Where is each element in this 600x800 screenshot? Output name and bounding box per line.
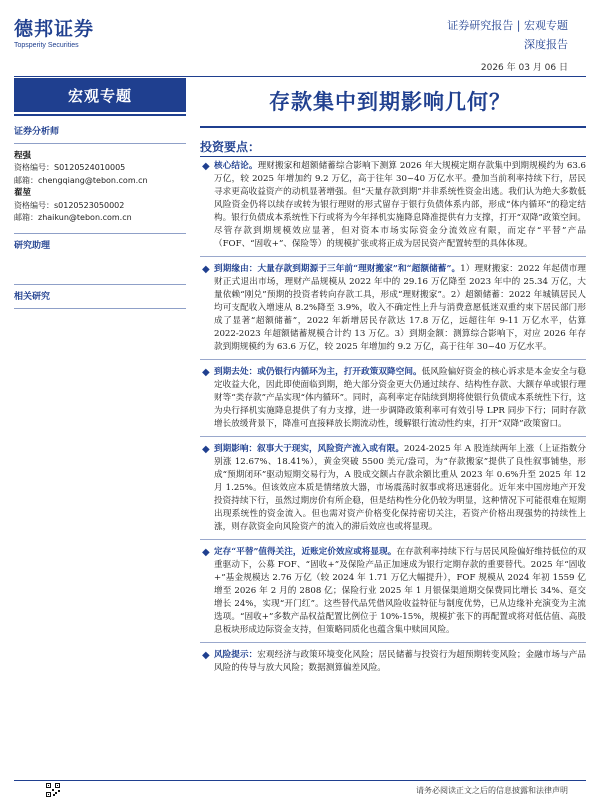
main-body [200,160,586,680]
analyst-license: 资格编号：S0120524010005 [14,163,126,172]
title-divider [200,126,586,128]
section-divider [200,156,586,157]
report-depth: 深度报告 [524,38,568,51]
footer-divider [14,780,586,781]
paragraph-divider [200,359,586,360]
risk-warning-text: 宏观经济与政策环境变化风险；居民储蓄与投资行为超预期转变风险；金融市场与产品风险的传导与放大风险；数据测算偏差风险。 [214,650,586,673]
analyst-license: 资格编号：s0120523050002 [14,200,125,210]
key-point-text: 理财搬家和超额储蓄综合影响下测算 2026 年大规模定期存款集中到期规模约为 63.6 万亿，较 2025 年增加约 9.2 万亿，高于往年 30~40 万亿水平。叠加当前利率持续下行，居民寻求更高收益资产的动机显著增强。但“天量存款到期”并非系统性资金出逃。我们认为绝大多数低风险资金仍将以续存或转为银行理财的形式留存于银行负债体系内部，形成“体内循环”的稳定结构。银行负债成本系统性下行或将为今年择机实施降息降准提供有力支撑，打开“双降”政策空间。尽管存款到期规模效应显著，但对资本市场实际资金分流效应有限，而定存“平替”产品（FOF、“固收+”、保险等）的规模扩张或将正成为居民资产配置转型的具体体现。 [214,161,586,249]
related-heading: 相关研究 [14,292,51,302]
section-heading: 投资要点： [200,140,261,154]
analyst-email[interactable]: 邮箱：chengqiang@tebon.com.cn [14,175,148,185]
sidebar-divider [14,143,186,144]
key-point-text: 在存款利率持续下行与居民风险偏好维持低位的双重驱动下，公募 FOF、“固收+”及保险产品正加速成为银行定期存款的重要替代。2025 年“固收+”基金规模达 2.76 万亿（较 2024 年 1.71 万亿大幅提升），FOF 规模从 2024 年初 1559 亿增至 2026 年 2 月的 2808 亿；保险行业 2025 年 1 月银保渠道期交保费同比增长 34%、趸交增长 24%，实现“开门红”。这些替代品凭借风险收益特征与制度优势，已从边缘补充演变为主流选项。“固收+”多数产品权益配置比例位于 10%-15%，规模扩张下的再配置或将对低估值、高股息板块形成边际资金支持，但策略同质化也蕴含集中赎回风险。 [214,547,586,635]
key-point-text: 低风险偏好资金的核心诉求是本金安全与稳定收益大化，因此即使面临到期，绝大部分资金更大仍通过续存、结构性存款、大额存单或银行理财等“类存款”产品实现“体内循环”。同时，高利率定存陆续到期将使银行负债成本系统性下行，这为央行择机实施降息提供了有力支撑，进一步调降政策利率可有效引导 LPR 同步下行；同时存款增长放缓背景下，降准可直接释放长期流动性，缓解银行流动性约束，打开“双降”政策窗口。 [214,367,586,429]
key-point [200,366,586,431]
report-header [447,16,568,54]
risk-warning-lead: 风险提示： [214,650,258,660]
analyst-heading: 证券分析师 [14,127,60,137]
sidebar-divider [14,284,186,285]
logo-text: 德邦证券 [14,18,95,40]
logo [14,14,104,49]
report-type: 证券研究报告 | 宏观专题 [447,19,568,32]
paragraph-divider [200,436,586,437]
key-point-lead: 核心结论。 [214,161,258,171]
analyst-name: 翟堃 [14,188,32,198]
key-point-lead: 定存“平替”值得关注，近账定价效应或将显现。 [214,547,397,557]
topic-divider [14,114,186,116]
key-point-lead: 到期影响：叙事大于现实，风险资产流入或有限。 [214,444,404,454]
assistant-heading: 研究助理 [14,240,51,251]
bullet-icon: ◆ [202,547,210,558]
key-point-lead: 到期去处：或仍银行内循环为主，打开政策双降空间。 [214,367,422,377]
page-title: 存款集中到期影响几何？ [269,89,511,114]
key-point-lead: 到期缘由：大量存款到期源于三年前“理财搬家”和“超额储蓄”。 [214,264,461,274]
key-point [200,443,586,534]
bullet-icon: ◆ [202,264,210,275]
key-point-text: 1）理财搬家：2022 年起债市理财正式退出市场，理财产品规模从 2022 年中的 29.16 万亿降至 2023 年中的 25.34 万亿，大量依赖“刚兑”预期的投资者转向存款工具，形成“理财搬家”。2）超额储蓄：2022 年城镇居民人均可支配收入增速从 8.2%降至 3.9%，收入不确定性上升与消费意愿低迷双重约束下居民部门形成了显著“超额储蓄”，2022 年新增居民存款达 17.8 万亿，远超往年 9-11 万亿水平，估算 2022-2023 年超额储蓄规模合计约 13 万亿。3）到期金额：测算综合影响下，对应 2026 年存款到期规模约为 63.6 万亿，较 2025 年增加约 9.2 万亿，高于往年 30~40 万亿水平。 [214,264,586,352]
bullet-icon: ◆ [202,650,210,661]
risk-warning [200,649,586,675]
sidebar-divider [14,308,186,309]
paragraph-divider [200,256,586,257]
logo-subtext: Topsperity Securities [14,42,79,49]
topic-label: 宏观专题 [14,78,186,112]
sidebar-divider [14,233,186,234]
header-divider [14,76,586,77]
bullet-icon: ◆ [202,161,210,172]
key-point [200,546,586,637]
analyst-email[interactable]: 邮箱：zhaikun@tebon.com.cn [14,213,132,222]
analyst-block [14,187,186,225]
key-point-text: 2024-2025 年 A 股连续两年上涨（上证指数分别涨 12.67%、18.41%），黄金突破 5500 美元/盎司，为“存款搬家”提供了良性叙事铺垫，形成“预期闭环”驱动短期交易行为，A 股成交额占存款余额比重从 2023 年 0.6%升至 2025 年 12 月 1.25%。但该效应本质是情绪放大器，市场震荡时叙事或将迅速弱化。近年来中国房地产开发投资持续下行，虽然过期房价有所企稳，但是结构性分化仍较为明显，这种情况下可能很难在短期出现系统性的资金流入。但也需对资产价格变化保持密切关注，若资产价格出现强势的持续性上涨，则存款资金向风险资产的流入的滞后效应也或将显现。 [214,444,586,532]
report-date: 2026 年 03 月 06 日 [480,63,568,73]
bullet-icon: ◆ [202,444,210,455]
sidebar [14,120,186,315]
paragraph-divider [200,642,586,643]
footer-disclaimer: 请务必阅读正文之后的信息披露和法律声明 [416,786,568,795]
paragraph-divider [200,539,586,540]
key-point [200,160,586,251]
analyst-name: 程强 [14,150,32,161]
key-point [200,263,586,354]
analyst-block [14,150,186,188]
qr-code-icon [46,783,60,797]
bullet-icon: ◆ [202,367,210,378]
